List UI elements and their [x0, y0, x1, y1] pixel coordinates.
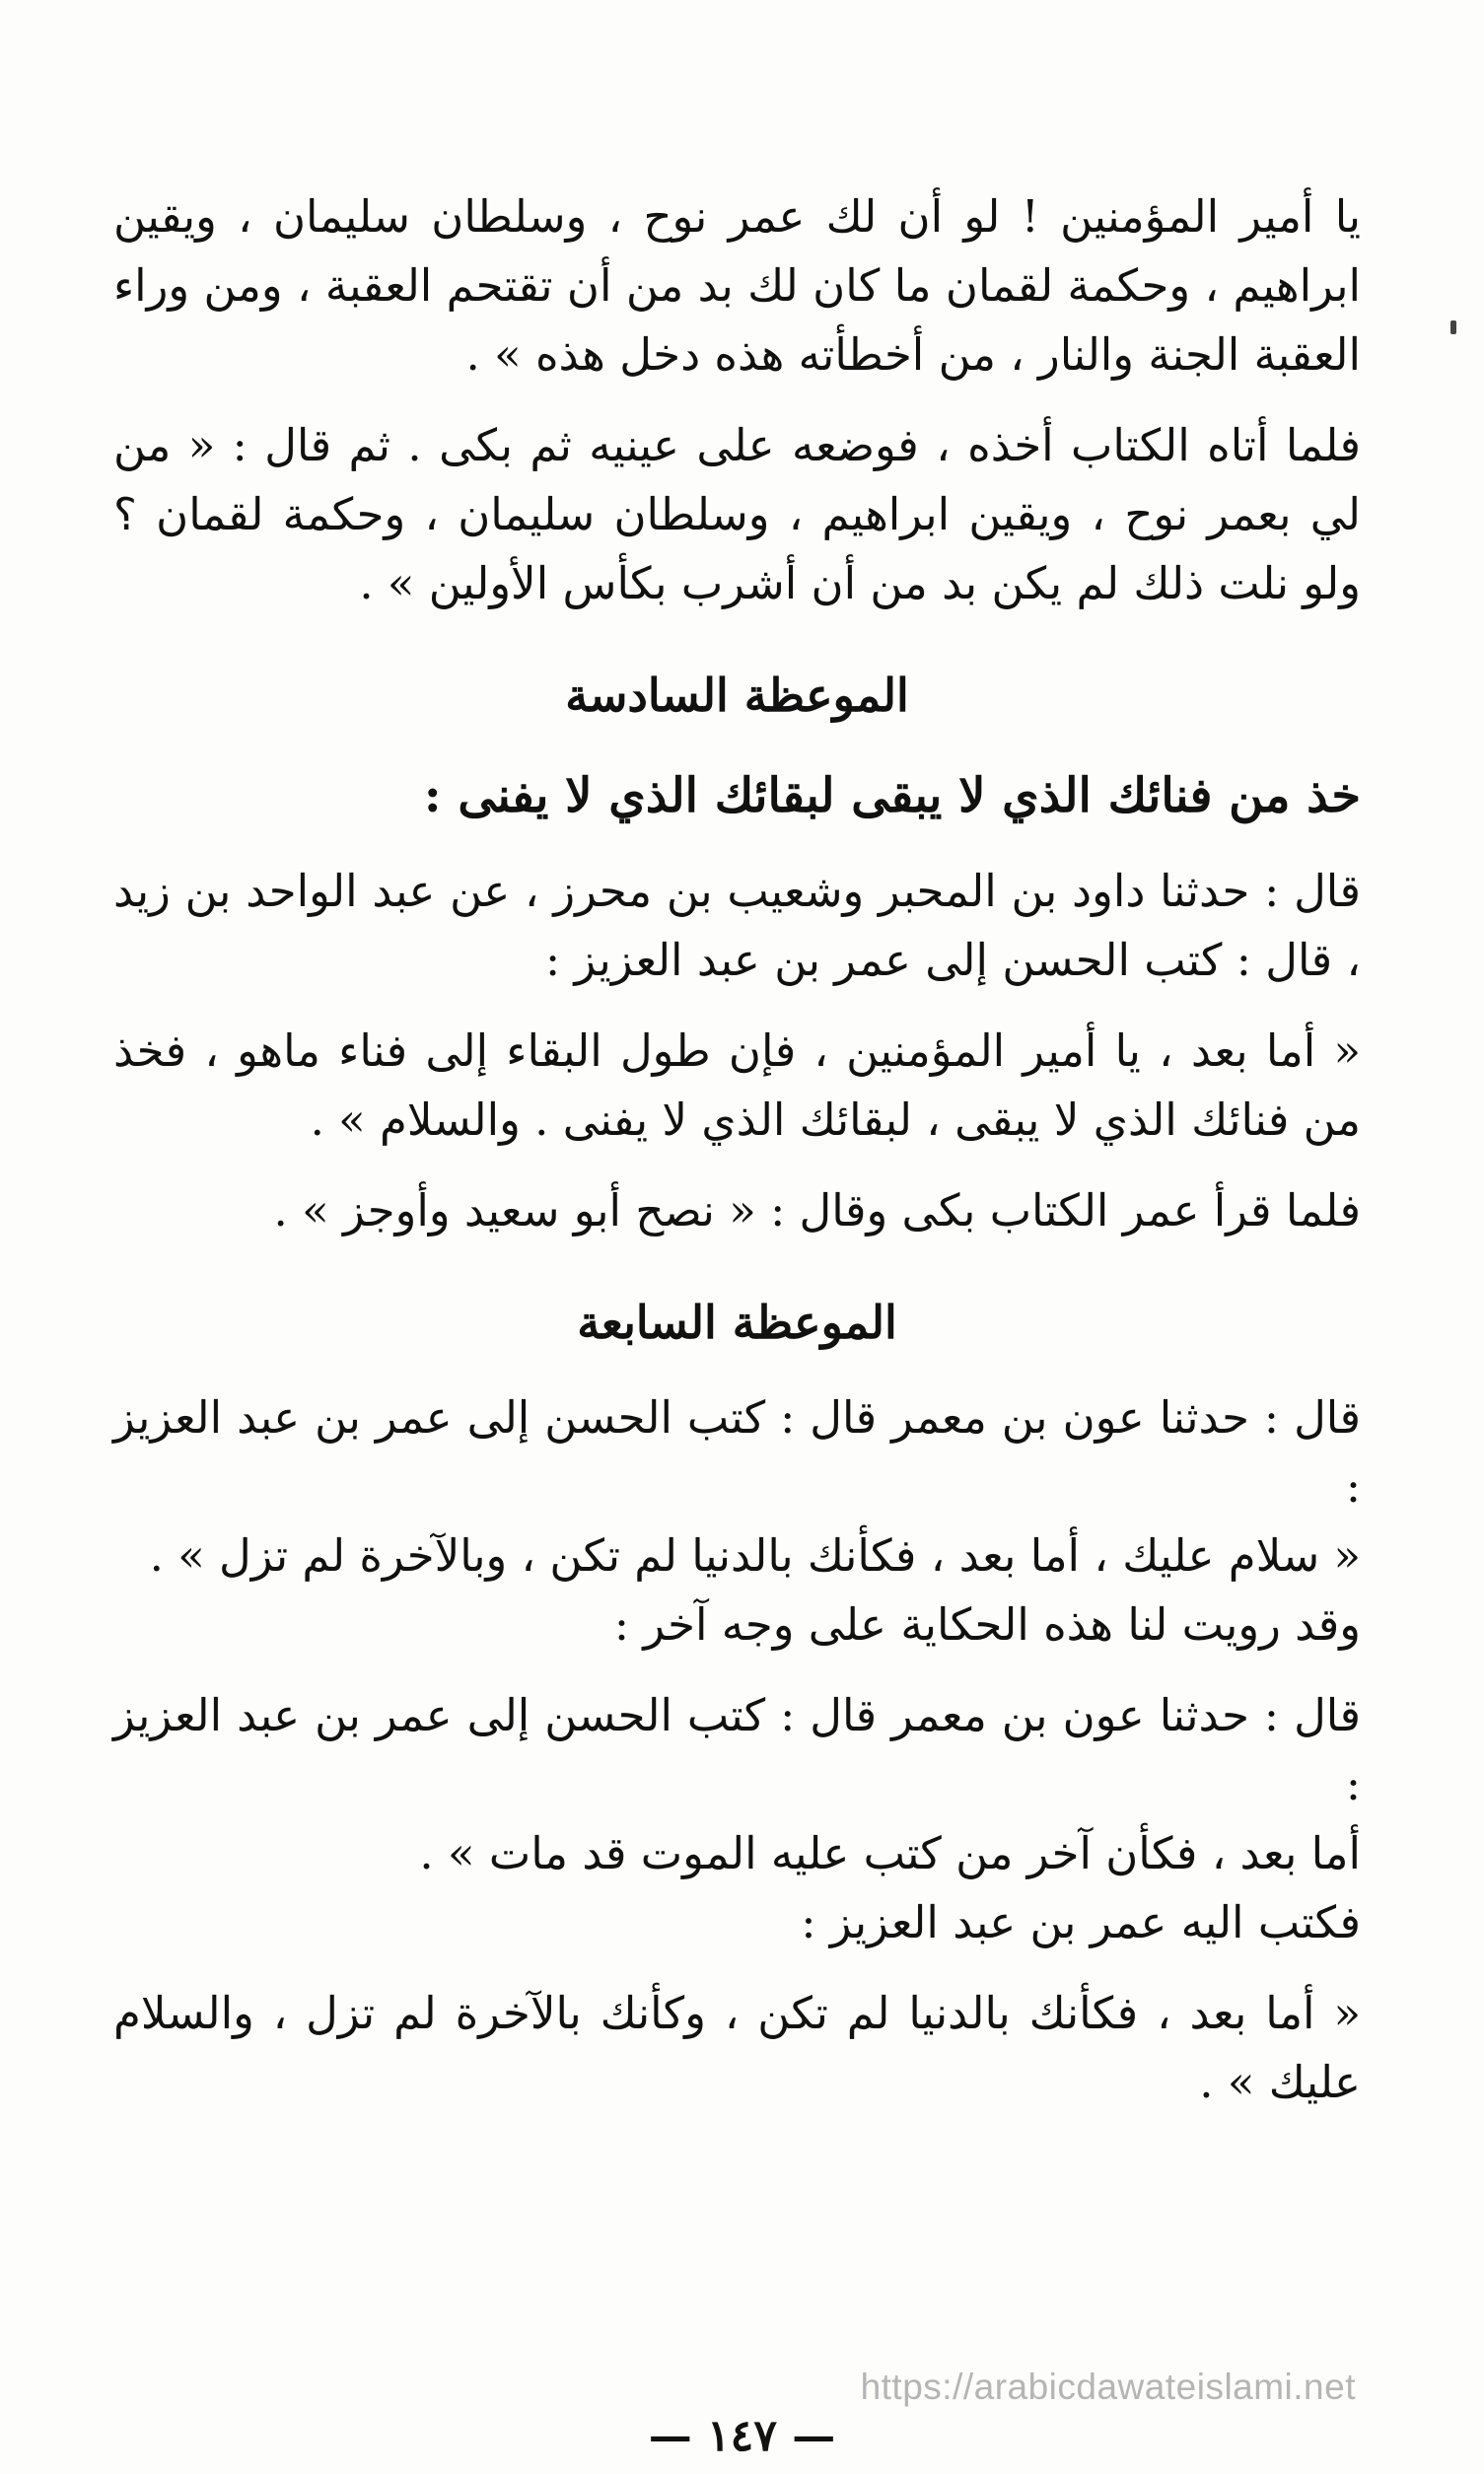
paragraph-9: قال : حدثنا عون بن معمر قال : كتب الحسن إلى عمر بن عبد العزيز :: [113, 1689, 1361, 1810]
paragraph-5: فلما قرأ عمر الكتاب بكى وقال : « نصح أبو سعيد وأوجز » .: [273, 1184, 1361, 1237]
paragraph-7: « سلام عليك ، أما بعد ، فكأنك بالدنيا لم تكن ، وبالآخرة لم تزل » .: [149, 1529, 1361, 1582]
paragraph-11: فكتب اليه عمر بن عبد العزيز :: [801, 1896, 1361, 1948]
heading-seventh-sermon: الموعظة السابعة: [577, 1296, 897, 1349]
paragraph-1: يا أمير المؤمنين ! لو أن لك عمر نوح ، وسلطان سليمان ، ويقين ابراهيم ، وحكمة لقمان ما كان لك بد من أن تقتحم العقبة ، ومن وراء العقبة الجنة والنار ، من أخطأته هذه دخل هذه » .: [113, 190, 1361, 381]
page-content: [113, 182, 1361, 2117]
margin-mark: [1450, 320, 1456, 334]
paragraph-3: قال : حدثنا داود بن المحبر وشعيب بن محرز ، عن عبد الواحد بن زيد ، قال : كتب الحسن إلى عمر بن عبد العزيز :: [113, 865, 1361, 986]
paragraph-12: « أما بعد ، فكأنك بالدنيا لم تكن ، وكأنك بالآخرة لم تزل ، والسلام عليك » .: [113, 1987, 1361, 2108]
paragraph-4: « أما بعد ، يا أمير المؤمنين ، فإن طول البقاء إلى فناء ماهو ، فخذ من فنائك الذي لا يبقى ، لبقائك الذي لا يفنى . والسلام » .: [113, 1025, 1361, 1146]
paragraph-2: فلما أتاه الكتاب أخذه ، فوضعه على عينيه ثم بكى . ثم قال : « من لي بعمر نوح ، ويقين ابراهيم ، وسلطان سليمان ، وحكمة لقمان ؟ ولو نلت ذلك لم يكن بد من أن أشرب بكأس الأولين » .: [113, 419, 1361, 609]
watermark-url: https://arabicdawateislami.net: [860, 2367, 1356, 2407]
page-footer: [0, 2367, 1484, 2461]
subheading-sixth-sermon: خذ من فنائك الذي لا يبقى لبقائك الذي لا يفنى :: [423, 768, 1361, 823]
paragraph-8: وقد رويت لنا هذه الحكاية على وجه آخر :: [613, 1598, 1361, 1651]
paragraph-6: قال : حدثنا عون بن معمر قال : كتب الحسن إلى عمر بن عبد العزيز :: [113, 1391, 1361, 1513]
paragraph-10: أما بعد ، فكأن آخر من كتب عليه الموت قد مات » .: [419, 1827, 1361, 1879]
heading-sixth-sermon: الموعظة السادسة: [565, 669, 909, 722]
page-number: — ١٤٧ —: [648, 2411, 836, 2461]
